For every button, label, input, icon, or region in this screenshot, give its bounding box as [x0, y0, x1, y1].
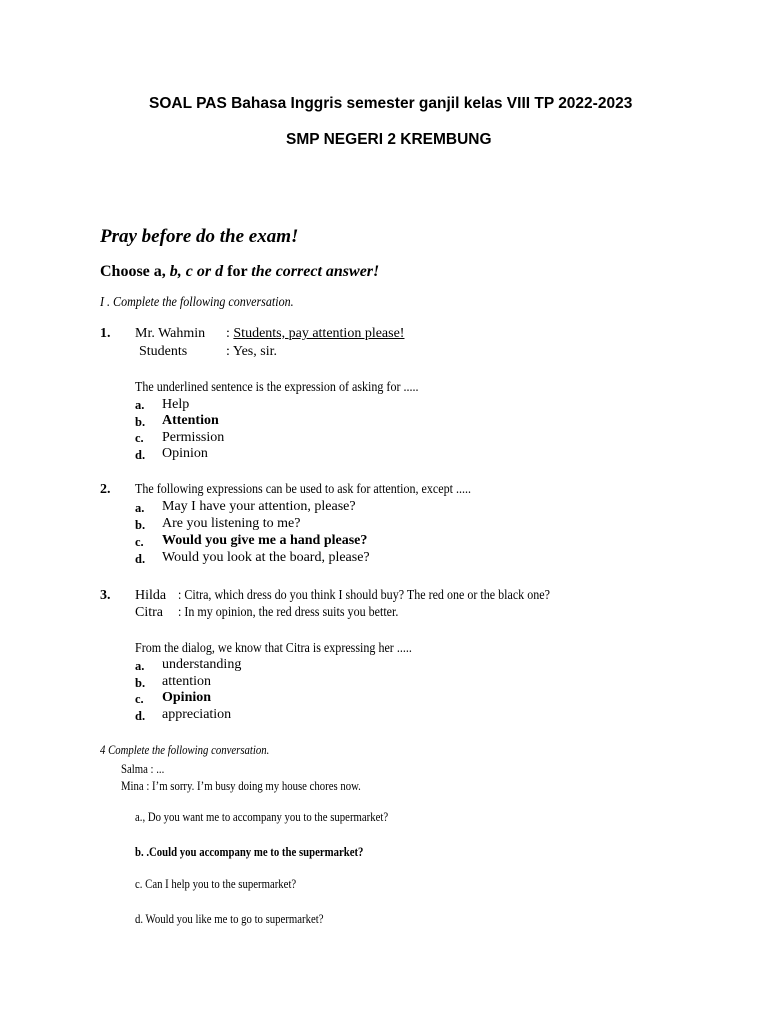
question-text: The following expressions can be used to ask for attention, except ..... [135, 482, 472, 497]
option-text: d. Would you like me to go to supermarket? [135, 912, 324, 926]
option-text-answer: Attention [162, 413, 219, 428]
speaker-name: Citra [135, 605, 163, 620]
underlined-sentence: Students, pay attention please! [233, 326, 405, 341]
dialog-line: : In my opinion, the red dress suits you better. [178, 605, 399, 620]
question-text: The underlined sentence is the expression of asking for ..... [135, 380, 419, 395]
dialog-line: Salma : ... [121, 762, 165, 776]
question-number: 1. [100, 326, 111, 341]
option-letter: b. [135, 518, 146, 532]
option-text: Are you listening to me? [162, 516, 301, 531]
speaker-name: Mr. Wahmin [135, 326, 206, 341]
option-text: Help [162, 397, 190, 412]
option-text-answer: b. .Could you accompany me to the supermarket? [135, 845, 364, 859]
option-text: May I have your attention, please? [162, 499, 356, 514]
choose-text-b: b, c or d [169, 263, 224, 280]
choose-text-for: for [223, 263, 252, 280]
option-text-answer: Would you give me a hand please? [162, 533, 368, 548]
choose-text-a: Choose a, [100, 263, 170, 280]
option-text: attention [162, 674, 211, 689]
option-text: Would you look at the board, please? [162, 550, 370, 565]
choose-instruction [100, 263, 379, 281]
question-text: From the dialog, we know that Citra is expressing her ..... [135, 641, 412, 656]
option-letter: c. [135, 535, 144, 549]
dialog-line: Mina : I’m sorry. I’m busy doing my house chores now. [121, 779, 361, 793]
dialog-line: : Yes, sir. [226, 344, 277, 359]
option-text-answer: Opinion [162, 690, 212, 705]
dialog-line: : Students, pay attention please! [226, 326, 405, 341]
question-heading: 4 Complete the following conversation. [100, 743, 270, 757]
option-letter: d. [135, 448, 146, 462]
option-text: Opinion [162, 446, 208, 461]
speaker-name: Hilda [135, 588, 167, 603]
section-heading: I . Complete the following conversation. [100, 295, 294, 310]
option-text: a., Do you want me to accompany you to the supermarket? [135, 810, 389, 824]
question-number: 2. [100, 482, 111, 497]
option-letter: a. [135, 398, 145, 412]
option-text: Permission [162, 430, 225, 445]
pray-instruction: Pray before do the exam! [100, 226, 299, 247]
option-text: appreciation [162, 707, 232, 722]
option-letter: a. [135, 501, 145, 515]
option-letter: b. [135, 415, 146, 429]
option-letter: c. [135, 431, 144, 445]
question-number: 3. [100, 588, 111, 603]
option-text: c. Can I help you to the supermarket? [135, 877, 297, 891]
speaker-name: Students [139, 344, 188, 359]
option-text: understanding [162, 657, 242, 672]
school-name: SMP NEGERI 2 KREMBUNG [286, 131, 492, 148]
option-letter: d. [135, 709, 146, 723]
dialog-line: : Citra, which dress do you think I should buy? The red one or the black one? [178, 588, 550, 603]
option-letter: c. [135, 692, 144, 706]
option-letter: a. [135, 659, 145, 673]
option-letter: d. [135, 552, 146, 566]
option-letter: b. [135, 676, 146, 690]
exam-title: SOAL PAS Bahasa Inggris semester ganjil kelas VIII TP 2022-2023 [149, 95, 633, 112]
choose-text-tail: the correct answer! [251, 263, 380, 280]
